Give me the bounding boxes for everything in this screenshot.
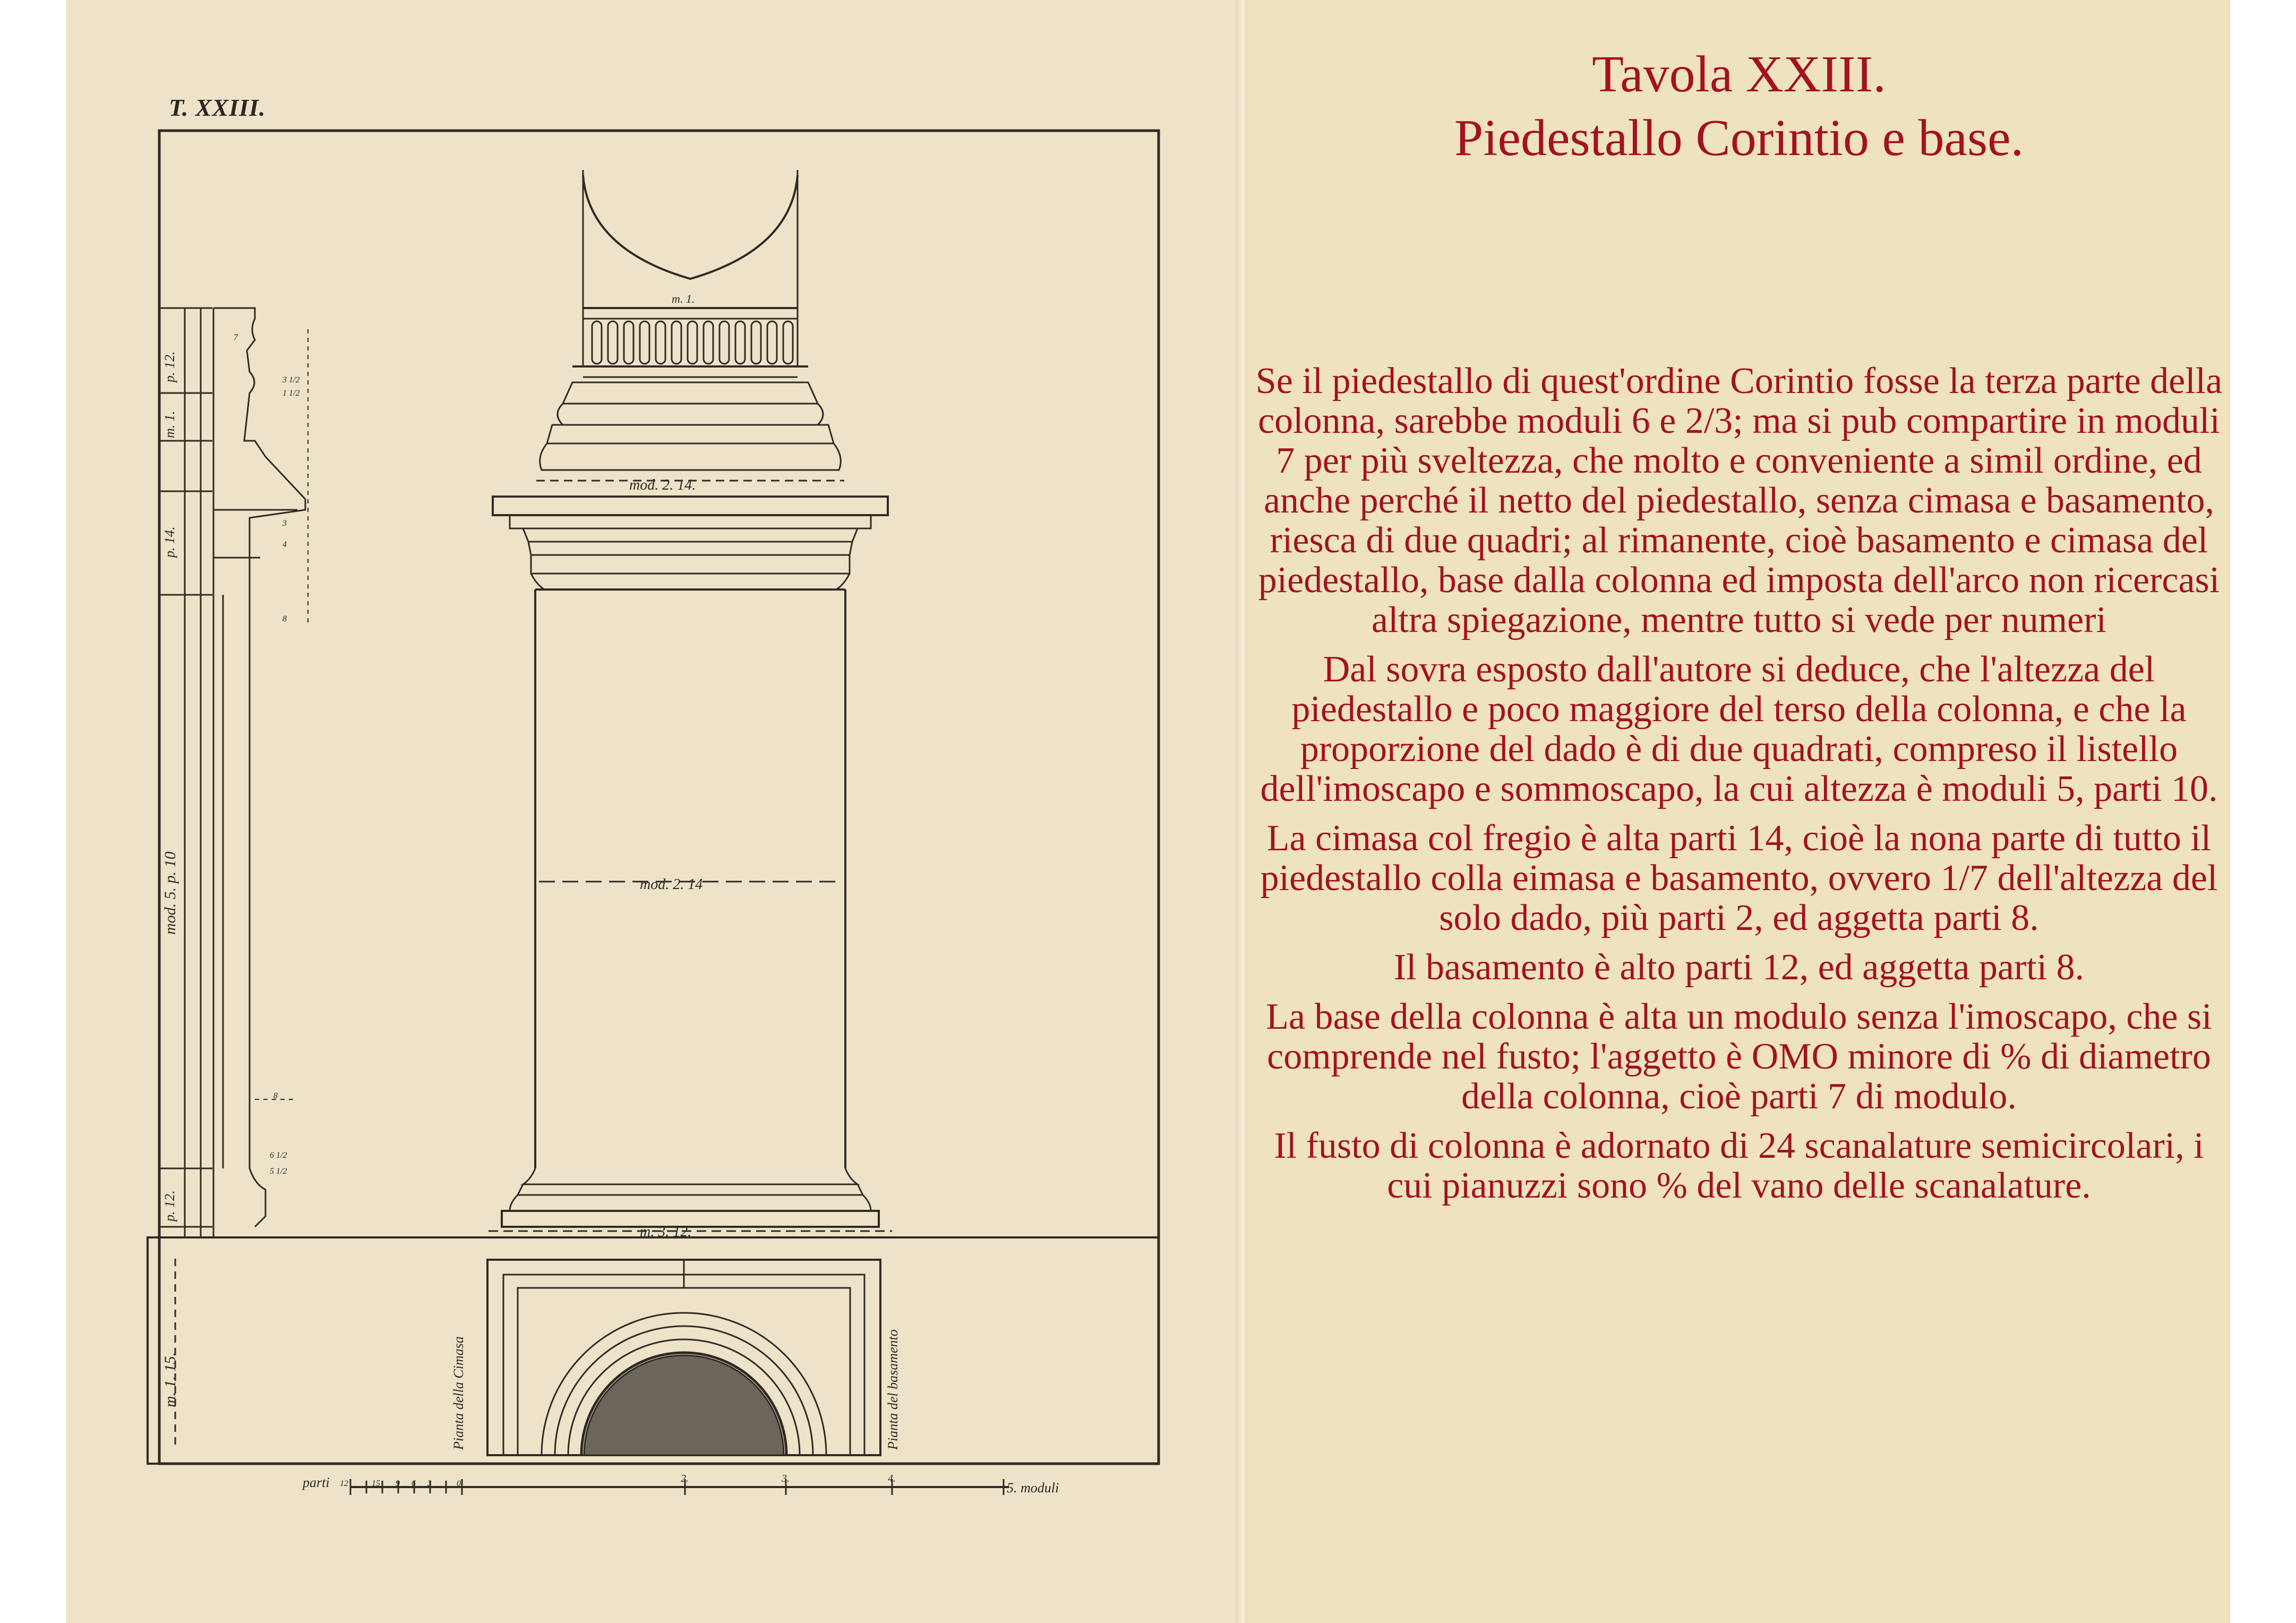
label-pianta-cimasa: Pianta della Cimasa [451,1336,466,1450]
label-scale-parti: parti [303,1475,330,1490]
plan-arch-hatch [584,1355,784,1455]
title-line-2: Piedestallo Corintio e base. [1454,109,2024,167]
paragraph: Il basamento è alto parti 12, ed aggetta parti 8. [1393,947,2085,988]
right-dim-4: 3 [282,519,287,528]
label-scale-major-3: 3. [782,1473,790,1484]
label-scale-minor-9: 9 [396,1479,400,1488]
label-mod-dado: mod. 2. 14 [640,876,703,893]
right-dim-7: 8 [273,1091,278,1100]
right-dim-1: 7 [234,333,238,342]
label-scale-major-2: 2. [681,1473,689,1484]
label-scale-major-4: 4. [888,1473,896,1484]
label-scale-minor-0: 0 [457,1479,461,1488]
paragraph: La cimasa col fregio è alta parti 14, cioè la nona parte di tutto il piedestallo colla eimasa e basamento, ovvero 1/7 dell'altezza del solo dado, più parti 2, ed aggetta parti 8. [1260,818,2218,938]
right-dimension-marks [255,329,308,1099]
right-dim-8: 6 1/2 [270,1151,287,1160]
drawing-frame [159,131,1159,1464]
right-dim-9: 5 1/2 [270,1167,287,1176]
capital-flutes [592,321,793,364]
label-mod-cimasa: mod. 2. 14. [629,477,696,493]
label-scale-minor-3: 3 [427,1479,432,1488]
label-dim-mod5p10: mod. 5. p. 10 [161,851,179,935]
right-dim-3: 1 1/2 [282,389,300,398]
label-m-base: m. 3. 12. [640,1224,692,1240]
pedestal-basamento [489,1168,892,1231]
label-scale-minor-6: 6 [412,1479,416,1488]
pedestal-profile [213,308,305,1227]
scale-bar [350,1479,1009,1495]
right-dim-6: 8 [282,614,287,623]
label-dim-p14: p. 14. [162,526,177,558]
page-title [1269,42,2209,170]
label-pianta-basamento: Pianta del basamento [885,1329,901,1450]
label-scale-minor-15: 15 [372,1479,380,1488]
paragraph: Dal sovra esposto dall'autore si deduce, che l'altezza del piedestallo e poco maggiore del terso della colonna, e che la proporzione del dado è di due quadrati, compreso il listello dell'imoscapo e sommoscapo, la cui altezza è moduli 5, parti 10. [1260,649,2218,809]
pedestal-cimasa [493,481,888,590]
right-dim-2: 3 1/2 [282,375,300,385]
body-text [1253,361,2225,1215]
label-dim-p12-bottom: p. 12. [162,1190,177,1221]
paragraph: Se il piedestallo di quest'ordine Corintio fosse la terza parte della colonna, sarebbe moduli 6 e 2/3; ma si pub compartire in moduli 7 per più sveltezza, che molto e conveniente a simil ordine, ed anche perché il netto del piedestallo, senza cimasa e basamento, riesca di due quadri; al rimanente, cioè basamento e cimasa del piedestallo, base dalla colonna ed imposta dell'arco non ricercasi altra spiegazione, mentre tutto si vede per numeri [1255,361,2223,640]
label-dim-m1: m. 1. [162,411,177,438]
title-line-1: Tavola XXIII. [1592,46,1886,103]
paragraph: La base della colonna è alta un modulo senza l'imoscapo, che si comprende nel fusto; l'aggetto è OMO minore di % di diametro della colonna, cioè parti 7 di modulo. [1266,996,2212,1117]
label-m-top: m. 1. [672,292,695,305]
right-dim-5: 4 [282,540,287,549]
label-dim-m115: m. 1. 15. [161,1352,179,1407]
label-dim-p12-top: p. 12. [162,351,177,382]
paragraph: Il fusto di colonna è adornato di 24 scanalature semicircolari, i cui pianuzzi sono % del vano delle scanalature. [1274,1125,2204,1206]
plate-label: T. XXIII. [169,94,266,121]
label-scale-minor-12: 12 [340,1479,348,1488]
column-base [540,382,841,470]
label-scale-moduli: 5. moduli [1007,1480,1059,1496]
